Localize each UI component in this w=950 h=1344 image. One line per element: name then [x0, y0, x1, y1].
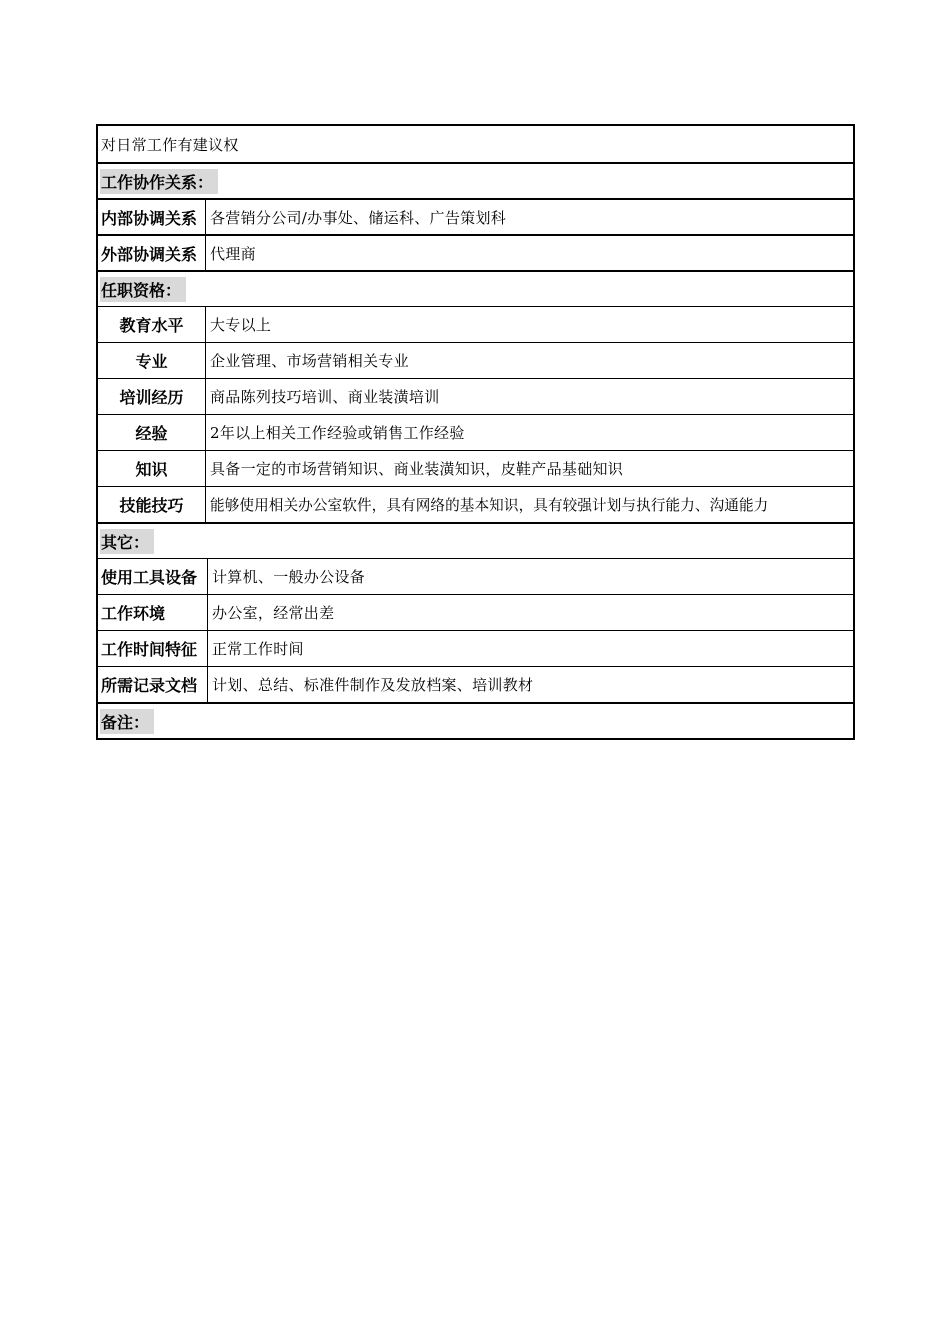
row-label: 内部协调关系	[98, 200, 206, 234]
row-label: 教育水平	[98, 307, 206, 342]
table-row-work-hours	[98, 630, 853, 666]
row-label: 知识	[98, 451, 206, 486]
section-title-qualifications: 任职资格：	[100, 277, 186, 302]
row-label: 外部协调关系	[98, 236, 206, 270]
row-value: 企业管理、市场营销相关专业	[210, 352, 409, 370]
row-label: 工作时间特征	[98, 631, 208, 666]
row-label: 工作环境	[98, 595, 208, 630]
section-header-qualifications	[98, 270, 853, 306]
section-title-collaboration: 工作协作关系：	[100, 169, 218, 194]
section-header-remarks	[98, 702, 853, 738]
job-description-table	[96, 124, 855, 740]
table-row-environment	[98, 594, 853, 630]
table-row-training	[98, 378, 853, 414]
section-header-collaboration	[98, 162, 853, 198]
row-value: 正常工作时间	[212, 640, 304, 658]
authority-text: 对日常工作有建议权	[101, 135, 239, 154]
table-row-knowledge	[98, 450, 853, 486]
table-row-education	[98, 306, 853, 342]
row-label: 培训经历	[98, 379, 206, 414]
section-header-other	[98, 522, 853, 558]
authority-row	[98, 126, 853, 162]
table-row-major	[98, 342, 853, 378]
table-row-experience	[98, 414, 853, 450]
table-row-skills	[98, 486, 853, 522]
row-value: 大专以上	[210, 316, 272, 334]
section-title-other: 其它：	[100, 529, 154, 554]
row-value: 各营销分公司/办事处、储运科、广告策划科	[210, 208, 507, 227]
row-label: 经验	[98, 415, 206, 450]
table-row-documents	[98, 666, 853, 702]
row-label: 技能技巧	[98, 487, 206, 522]
row-value: 2年以上相关工作经验或销售工作经验	[210, 424, 465, 442]
row-label: 所需记录文档	[98, 667, 208, 702]
table-row-external-coordination	[98, 234, 853, 270]
row-value: 能够使用相关办公室软件，具有网络的基本知识，具有较强计划与执行能力、沟通能力	[210, 497, 769, 514]
row-value: 代理商	[210, 244, 256, 263]
row-label: 专业	[98, 343, 206, 378]
section-title-remarks: 备注：	[100, 709, 154, 734]
row-value: 计划、总结、标准件制作及发放档案、培训教材	[212, 676, 534, 694]
table-row-tools	[98, 558, 853, 594]
row-value: 商品陈列技巧培训、商业装潢培训	[210, 388, 440, 406]
row-value: 计算机、一般办公设备	[212, 568, 366, 586]
row-label: 使用工具设备	[98, 559, 208, 594]
table-row-internal-coordination	[98, 198, 853, 234]
row-value: 办公室，经常出差	[212, 604, 335, 622]
row-value: 具备一定的市场营销知识、商业装潢知识，皮鞋产品基础知识	[210, 460, 624, 478]
